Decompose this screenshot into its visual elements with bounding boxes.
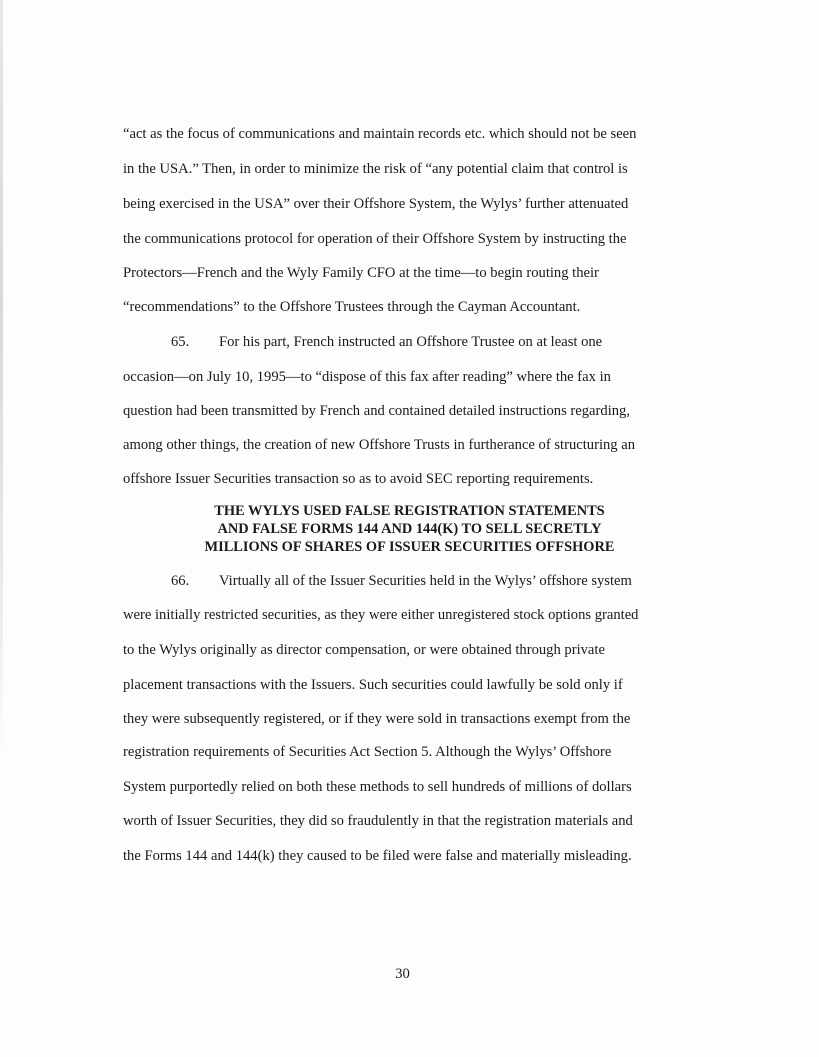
body-line: Protectors—French and the Wyly Family CFO at the time—to begin routing their xyxy=(123,265,599,281)
body-line: among other things, the creation of new Offshore Trusts in furtherance of structuring an xyxy=(123,437,636,453)
page-number: 30 xyxy=(395,966,410,982)
body-text: For his part, French instructed an Offshore Trustee on at least one xyxy=(219,334,603,350)
paragraph-number: 66. xyxy=(171,573,190,589)
scan-edge xyxy=(0,0,3,760)
body-line: to the Wylys originally as director compensation, or were obtained through private xyxy=(123,642,605,658)
section-heading-line: THE WYLYS USED FALSE REGISTRATION STATEMENTS xyxy=(214,503,605,519)
body-line: System purportedly relied on both these methods to sell hundreds of millions of dollars xyxy=(123,779,632,795)
paragraph-66-first-line xyxy=(171,572,632,590)
body-line: the Forms 144 and 144(k) they caused to be filed were false and materially misleading. xyxy=(123,848,632,864)
section-heading-line: MILLIONS OF SHARES OF ISSUER SECURITIES OFFSHORE xyxy=(204,539,615,555)
body-line: were initially restricted securities, as they were either unregistered stock options granted xyxy=(123,607,639,623)
body-line: registration requirements of Securities Act Section 5. Although the Wylys’ Offshore xyxy=(123,744,612,760)
body-line: “recommendations” to the Offshore Trustees through the Cayman Accountant. xyxy=(123,299,581,315)
paragraph-number: 65. xyxy=(171,334,190,350)
body-line: they were subsequently registered, or if they were sold in transactions exempt from the xyxy=(123,711,631,727)
body-line: worth of Issuer Securities, they did so fraudulently in that the registration materials and xyxy=(123,813,633,829)
body-line: in the USA.” Then, in order to minimize the risk of “any potential claim that control is xyxy=(123,161,628,177)
body-text: Virtually all of the Issuer Securities held in the Wylys’ offshore system xyxy=(219,573,632,589)
body-line: placement transactions with the Issuers. Such securities could lawfully be sold only if xyxy=(123,677,623,693)
section-heading-line: AND FALSE FORMS 144 AND 144(K) TO SELL SECRETLY xyxy=(217,521,602,537)
body-line: being exercised in the USA” over their Offshore System, the Wylys’ further attenuated xyxy=(123,196,629,212)
body-line: question had been transmitted by French and contained detailed instructions regarding, xyxy=(123,403,630,419)
body-line: “act as the focus of communications and maintain records etc. which should not be seen xyxy=(123,126,637,142)
body-line: offshore Issuer Securities transaction so as to avoid SEC reporting requirements. xyxy=(123,471,594,487)
paragraph-65-first-line xyxy=(171,333,602,351)
body-line: occasion—on July 10, 1995—to “dispose of this fax after reading” where the fax in xyxy=(123,369,611,385)
body-line: the communications protocol for operation of their Offshore System by instructing the xyxy=(123,231,627,247)
